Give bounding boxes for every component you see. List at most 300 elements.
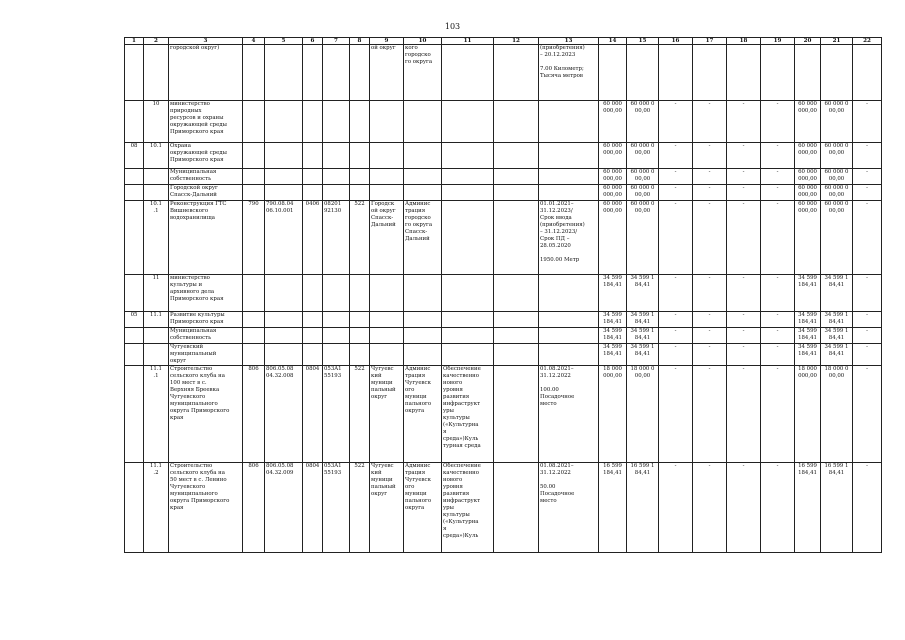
table-cell <box>350 143 370 169</box>
table-cell <box>323 312 350 328</box>
table-cell <box>494 185 539 201</box>
header-cell: 7 <box>323 38 350 45</box>
table-cell <box>265 275 303 312</box>
table-cell: 60 000 0 00,00 <box>627 185 659 201</box>
table-cell: 60 000 0 00,00 <box>821 143 853 169</box>
table-cell: Админис трация городско го округа Спасск- Дальний <box>404 201 442 275</box>
table-cell: - <box>853 312 882 328</box>
table-cell: 11.1 <box>144 312 169 328</box>
table-cell: 01.08.2021– 31.12.2022 100.00 Посадочное место <box>539 366 599 463</box>
table-cell: 60 000 000,00 <box>599 143 627 169</box>
table-row <box>125 201 882 275</box>
table-cell <box>442 169 494 185</box>
table-cell: - <box>727 463 761 553</box>
table-cell: Развитие культуры Приморского края <box>169 312 243 328</box>
table-cell: Реконструкция ГТС Вишневского водохранилища <box>169 201 243 275</box>
table-cell <box>303 45 323 101</box>
table-cell <box>144 169 169 185</box>
table-cell <box>853 45 882 101</box>
table-cell: 60 000 000,00 <box>795 201 821 275</box>
table-cell: - <box>761 312 795 328</box>
header-cell: 19 <box>761 38 795 45</box>
table-cell <box>265 169 303 185</box>
table-cell <box>627 45 659 101</box>
table-cell: 11.1 .1 <box>144 366 169 463</box>
table-cell: 60 000 0 00,00 <box>821 201 853 275</box>
table-cell <box>350 312 370 328</box>
table-cell <box>265 45 303 101</box>
table-cell: - <box>693 275 727 312</box>
table-cell <box>539 169 599 185</box>
table-cell: - <box>853 328 882 344</box>
page-number: 103 <box>444 22 461 31</box>
table-cell: 11.1 .2 <box>144 463 169 553</box>
header-cell: 2 <box>144 38 169 45</box>
table-cell <box>265 312 303 328</box>
table-cell: - <box>693 312 727 328</box>
table-cell: 60 000 000,00 <box>795 101 821 143</box>
table-cell: 34 599 184,41 <box>599 275 627 312</box>
table-cell <box>350 185 370 201</box>
table-cell: 34 599 1 84,41 <box>821 344 853 366</box>
table-cell <box>404 185 442 201</box>
table-cell <box>144 328 169 344</box>
table-cell <box>144 185 169 201</box>
table-cell: 34 599 1 84,41 <box>821 312 853 328</box>
table-cell: кого городско го округа <box>404 45 442 101</box>
table-cell <box>243 45 265 101</box>
table-cell: 522 <box>350 366 370 463</box>
table-cell <box>370 275 404 312</box>
table-cell <box>243 344 265 366</box>
table-cell <box>125 275 144 312</box>
table-cell: - <box>659 101 693 143</box>
table-cell: - <box>693 169 727 185</box>
header-cell: 15 <box>627 38 659 45</box>
table-cell <box>303 101 323 143</box>
table-cell: - <box>659 275 693 312</box>
table-cell: - <box>853 366 882 463</box>
table-cell: 16 599 184,41 <box>795 463 821 553</box>
table-cell: - <box>659 366 693 463</box>
table-cell: - <box>659 201 693 275</box>
table-cell <box>494 328 539 344</box>
table-cell <box>144 45 169 101</box>
table-cell <box>323 185 350 201</box>
table-cell: 01.01.2021– 31.12.2023/ Срок ввода (приобретения) – 31.12.2023/ Срок ПД – 28.05.2020 1950.00 Метр <box>539 201 599 275</box>
table-cell: министерство природных ресурсов и охраны окружающей среды Приморского края <box>169 101 243 143</box>
table-cell <box>125 201 144 275</box>
table-cell: 806.05.08 04.32.009 <box>265 463 303 553</box>
table-cell: Городск ой округ Спасск- Дальний <box>370 201 404 275</box>
table-cell <box>442 101 494 143</box>
table-cell <box>539 344 599 366</box>
table-cell <box>323 45 350 101</box>
header-cell: 1 <box>125 38 144 45</box>
table-cell: 34 599 1 84,41 <box>627 344 659 366</box>
table-cell <box>761 45 795 101</box>
header-cell: 16 <box>659 38 693 45</box>
table-cell <box>539 143 599 169</box>
table-cell: городской округ) <box>169 45 243 101</box>
table-row <box>125 312 882 328</box>
table-row <box>125 169 882 185</box>
table-cell <box>243 169 265 185</box>
table-cell <box>404 275 442 312</box>
header-cell: 18 <box>727 38 761 45</box>
table-cell <box>243 312 265 328</box>
table-cell: 34 599 184,41 <box>795 275 821 312</box>
table-cell: Охрана окружающей среды Приморского края <box>169 143 243 169</box>
table-cell <box>494 312 539 328</box>
table-cell: Админис трация Чугуевск ого муници пального округа <box>404 366 442 463</box>
table-cell: - <box>659 143 693 169</box>
table-row <box>125 185 882 201</box>
table-cell: - <box>853 275 882 312</box>
table-cell <box>494 45 539 101</box>
table-cell <box>370 169 404 185</box>
budget-table <box>124 37 882 553</box>
table-cell: 60 000 000,00 <box>795 169 821 185</box>
table-cell: - <box>761 101 795 143</box>
table-cell <box>370 185 404 201</box>
table-cell: - <box>659 344 693 366</box>
header-cell: 20 <box>795 38 821 45</box>
table-cell: 60 000 000,00 <box>599 185 627 201</box>
table-cell: - <box>853 201 882 275</box>
table-cell <box>265 143 303 169</box>
table-cell <box>350 45 370 101</box>
table-cell: 11 <box>144 275 169 312</box>
table-cell: - <box>693 143 727 169</box>
table-cell: - <box>727 328 761 344</box>
table-cell: - <box>761 344 795 366</box>
table-cell <box>539 101 599 143</box>
table-cell <box>442 312 494 328</box>
table-row <box>125 328 882 344</box>
table-cell: - <box>693 344 727 366</box>
table-cell <box>404 328 442 344</box>
table-cell: 08201 92130 <box>323 201 350 275</box>
table-cell: 60 000 0 00,00 <box>627 169 659 185</box>
header-cell: 13 <box>539 38 599 45</box>
table-cell: - <box>659 185 693 201</box>
table-cell <box>125 366 144 463</box>
table-cell: 34 599 184,41 <box>599 328 627 344</box>
table-cell: 60 000 0 00,00 <box>821 101 853 143</box>
table-cell: 34 599 184,41 <box>795 344 821 366</box>
table-cell <box>125 101 144 143</box>
header-cell: 3 <box>169 38 243 45</box>
table-cell: 60 000 0 00,00 <box>821 169 853 185</box>
table-cell <box>442 328 494 344</box>
table-cell: Чугуевский муниципальный округ <box>169 344 243 366</box>
table-cell: - <box>727 344 761 366</box>
table-cell: - <box>727 185 761 201</box>
table-cell <box>727 45 761 101</box>
table-row <box>125 463 882 553</box>
header-cell: 10 <box>404 38 442 45</box>
table-row <box>125 275 882 312</box>
table-cell: - <box>659 328 693 344</box>
table-cell <box>442 275 494 312</box>
table-cell: 34 599 184,41 <box>795 328 821 344</box>
table-cell: - <box>853 169 882 185</box>
table-cell: - <box>659 463 693 553</box>
table-cell <box>494 275 539 312</box>
table-cell <box>693 45 727 101</box>
table-cell <box>539 312 599 328</box>
table-cell <box>404 312 442 328</box>
table-cell: - <box>761 366 795 463</box>
table-cell <box>370 101 404 143</box>
table-cell <box>303 344 323 366</box>
table-cell: - <box>761 275 795 312</box>
table-cell <box>125 169 144 185</box>
table-cell <box>539 328 599 344</box>
table-cell: 34 599 184,41 <box>599 312 627 328</box>
header-cell: 17 <box>693 38 727 45</box>
table-cell: - <box>693 328 727 344</box>
table-cell <box>494 366 539 463</box>
table-cell: 60 000 000,00 <box>599 201 627 275</box>
table-cell <box>125 185 144 201</box>
table-cell <box>494 344 539 366</box>
header-cell: 21 <box>821 38 853 45</box>
table-cell <box>599 45 627 101</box>
table-cell: Обеспечение качественно нового уровня развития инфраструкт уры культуры («Культурна я среда»)Куль <box>442 463 494 553</box>
table-cell: министерство культуры и архивного дела Приморского края <box>169 275 243 312</box>
table-cell <box>303 275 323 312</box>
table-cell: 18 000 0 00,00 <box>627 366 659 463</box>
table-cell: - <box>761 185 795 201</box>
table-cell: 16 599 184,41 <box>599 463 627 553</box>
table-cell <box>795 45 821 101</box>
header-cell: 6 <box>303 38 323 45</box>
table-cell: 34 599 1 84,41 <box>821 275 853 312</box>
table-cell: - <box>693 101 727 143</box>
header-cell: 22 <box>853 38 882 45</box>
table-cell: 16 599 1 84,41 <box>627 463 659 553</box>
table-cell <box>265 328 303 344</box>
header-cell: 5 <box>265 38 303 45</box>
table-cell <box>442 185 494 201</box>
table-cell: 16 599 1 84,41 <box>821 463 853 553</box>
table-cell: 053A1 55193 <box>323 366 350 463</box>
table-cell: 34 599 184,41 <box>599 344 627 366</box>
table-cell: - <box>727 366 761 463</box>
table-cell: - <box>761 328 795 344</box>
table-cell: - <box>853 185 882 201</box>
table-cell <box>350 344 370 366</box>
table-cell <box>494 169 539 185</box>
table-cell: 790.08.04 06.10.001 <box>265 201 303 275</box>
table-cell: - <box>727 169 761 185</box>
table-cell: 18 000 000,00 <box>795 366 821 463</box>
header-cell: 8 <box>350 38 370 45</box>
table-cell: - <box>659 169 693 185</box>
table-cell <box>303 185 323 201</box>
table-cell: Обеспечение качественно нового уровня развития инфраструкт уры культуры («Культурна я среда»)Куль турная среда <box>442 366 494 463</box>
table-cell <box>323 275 350 312</box>
table-cell <box>494 463 539 553</box>
table-cell <box>303 328 323 344</box>
table-cell: 053A1 55193 <box>323 463 350 553</box>
table-cell <box>303 143 323 169</box>
table-cell <box>265 185 303 201</box>
table-cell: 08 <box>125 143 144 169</box>
table-cell <box>243 101 265 143</box>
table-cell <box>539 185 599 201</box>
table-cell <box>125 45 144 101</box>
table-cell <box>243 185 265 201</box>
table-cell: ой округ <box>370 45 404 101</box>
table-cell: 34 599 1 84,41 <box>627 328 659 344</box>
table-cell: - <box>761 201 795 275</box>
table-cell: 522 <box>350 201 370 275</box>
table-cell <box>265 101 303 143</box>
table-cell <box>494 143 539 169</box>
table-cell: Чугуевс кий муници пальный округ <box>370 463 404 553</box>
table-cell: Чугуевс кий муници пальный округ <box>370 366 404 463</box>
table-cell <box>323 101 350 143</box>
table-cell <box>323 143 350 169</box>
table-cell <box>243 143 265 169</box>
header-cell: 12 <box>494 38 539 45</box>
table-cell: 0804 <box>303 366 323 463</box>
table-cell <box>323 169 350 185</box>
table-cell <box>350 275 370 312</box>
table-cell <box>243 275 265 312</box>
table-cell: - <box>727 201 761 275</box>
table-cell: 60 000 0 00,00 <box>627 143 659 169</box>
table-cell <box>494 101 539 143</box>
table-cell: 60 000 0 00,00 <box>627 201 659 275</box>
table-row <box>125 101 882 143</box>
table-cell: Городской округ Спасск-Дальний <box>169 185 243 201</box>
table-cell <box>821 45 853 101</box>
table-cell <box>323 344 350 366</box>
table-cell: Админис трация Чугуевск ого муници пального округа <box>404 463 442 553</box>
table-cell: 10 <box>144 101 169 143</box>
table-cell: - <box>693 463 727 553</box>
table-cell: 34 599 1 84,41 <box>821 328 853 344</box>
table-cell <box>370 143 404 169</box>
table-cell: - <box>761 143 795 169</box>
table-row <box>125 45 882 101</box>
table-cell: 18 000 000,00 <box>599 366 627 463</box>
table-cell: 60 000 000,00 <box>795 185 821 201</box>
table-cell: 05 <box>125 312 144 328</box>
table-cell: 60 000 000,00 <box>795 143 821 169</box>
table-cell <box>350 328 370 344</box>
table-cell: - <box>727 275 761 312</box>
table-cell: 10.1 <box>144 143 169 169</box>
table-cell: 790 <box>243 201 265 275</box>
table-cell: - <box>853 143 882 169</box>
table-cell: 60 000 000,00 <box>599 169 627 185</box>
table-cell <box>350 169 370 185</box>
table-row <box>125 344 882 366</box>
header-cell: 9 <box>370 38 404 45</box>
table-cell <box>323 328 350 344</box>
table-cell <box>303 169 323 185</box>
table-cell <box>265 344 303 366</box>
table-cell: 34 599 1 84,41 <box>627 312 659 328</box>
table-cell: Строительство сельского клуба на 100 мест в с. Верхняя Бреевка Чугуевского муниципального округа Приморского края <box>169 366 243 463</box>
table-cell: - <box>853 463 882 553</box>
table-cell: 806.05.08 04.32.008 <box>265 366 303 463</box>
table-cell: - <box>693 366 727 463</box>
table-cell <box>370 344 404 366</box>
table-cell <box>144 344 169 366</box>
table-cell <box>539 275 599 312</box>
table-cell: - <box>761 463 795 553</box>
table-cell <box>243 328 265 344</box>
table-cell <box>442 201 494 275</box>
table-row <box>125 143 882 169</box>
table-cell: - <box>727 312 761 328</box>
header-row <box>125 38 882 45</box>
table-cell: - <box>853 344 882 366</box>
table-cell: 806 <box>243 463 265 553</box>
table-cell: 34 599 184,41 <box>795 312 821 328</box>
table-cell <box>404 101 442 143</box>
table-cell: - <box>693 201 727 275</box>
table-cell: Муниципальная собственность <box>169 328 243 344</box>
table-cell: - <box>659 312 693 328</box>
header-cell: 4 <box>243 38 265 45</box>
table-cell <box>303 312 323 328</box>
table-cell <box>494 201 539 275</box>
table-cell <box>404 344 442 366</box>
table-cell <box>125 344 144 366</box>
table-cell: 18 000 0 00,00 <box>821 366 853 463</box>
table-cell: 60 000 0 00,00 <box>627 101 659 143</box>
table-cell: 806 <box>243 366 265 463</box>
table-cell: 01.08.2021– 31.12.2022 50.00 Посадочное место <box>539 463 599 553</box>
header-cell: 14 <box>599 38 627 45</box>
table-cell <box>370 312 404 328</box>
table-cell: 10.1 .1 <box>144 201 169 275</box>
table-cell <box>125 463 144 553</box>
table-cell: 522 <box>350 463 370 553</box>
table-cell <box>659 45 693 101</box>
table-cell <box>350 101 370 143</box>
table-cell: (приобретения) – 20.12.2023 7.00 Километр; Тысяча метров <box>539 45 599 101</box>
table-cell <box>442 143 494 169</box>
table-cell: Муниципальная собственность <box>169 169 243 185</box>
table-cell: - <box>853 101 882 143</box>
table-cell: - <box>693 185 727 201</box>
table-cell <box>125 328 144 344</box>
table-cell: 60 000 000,00 <box>599 101 627 143</box>
table-cell: 0804 <box>303 463 323 553</box>
header-cell: 11 <box>442 38 494 45</box>
table-cell: Строительство сельского клуба на 50 мест в с. Ленино Чугуевского муниципального округа Приморского края <box>169 463 243 553</box>
table-row <box>125 366 882 463</box>
table-cell <box>404 169 442 185</box>
table-cell <box>442 45 494 101</box>
table-cell <box>442 344 494 366</box>
table-cell: 0406 <box>303 201 323 275</box>
table-cell <box>404 143 442 169</box>
table-cell: 60 000 0 00,00 <box>821 185 853 201</box>
table-cell: - <box>761 169 795 185</box>
table-cell: - <box>727 143 761 169</box>
table-cell: 34 599 1 84,41 <box>627 275 659 312</box>
table-cell: - <box>727 101 761 143</box>
